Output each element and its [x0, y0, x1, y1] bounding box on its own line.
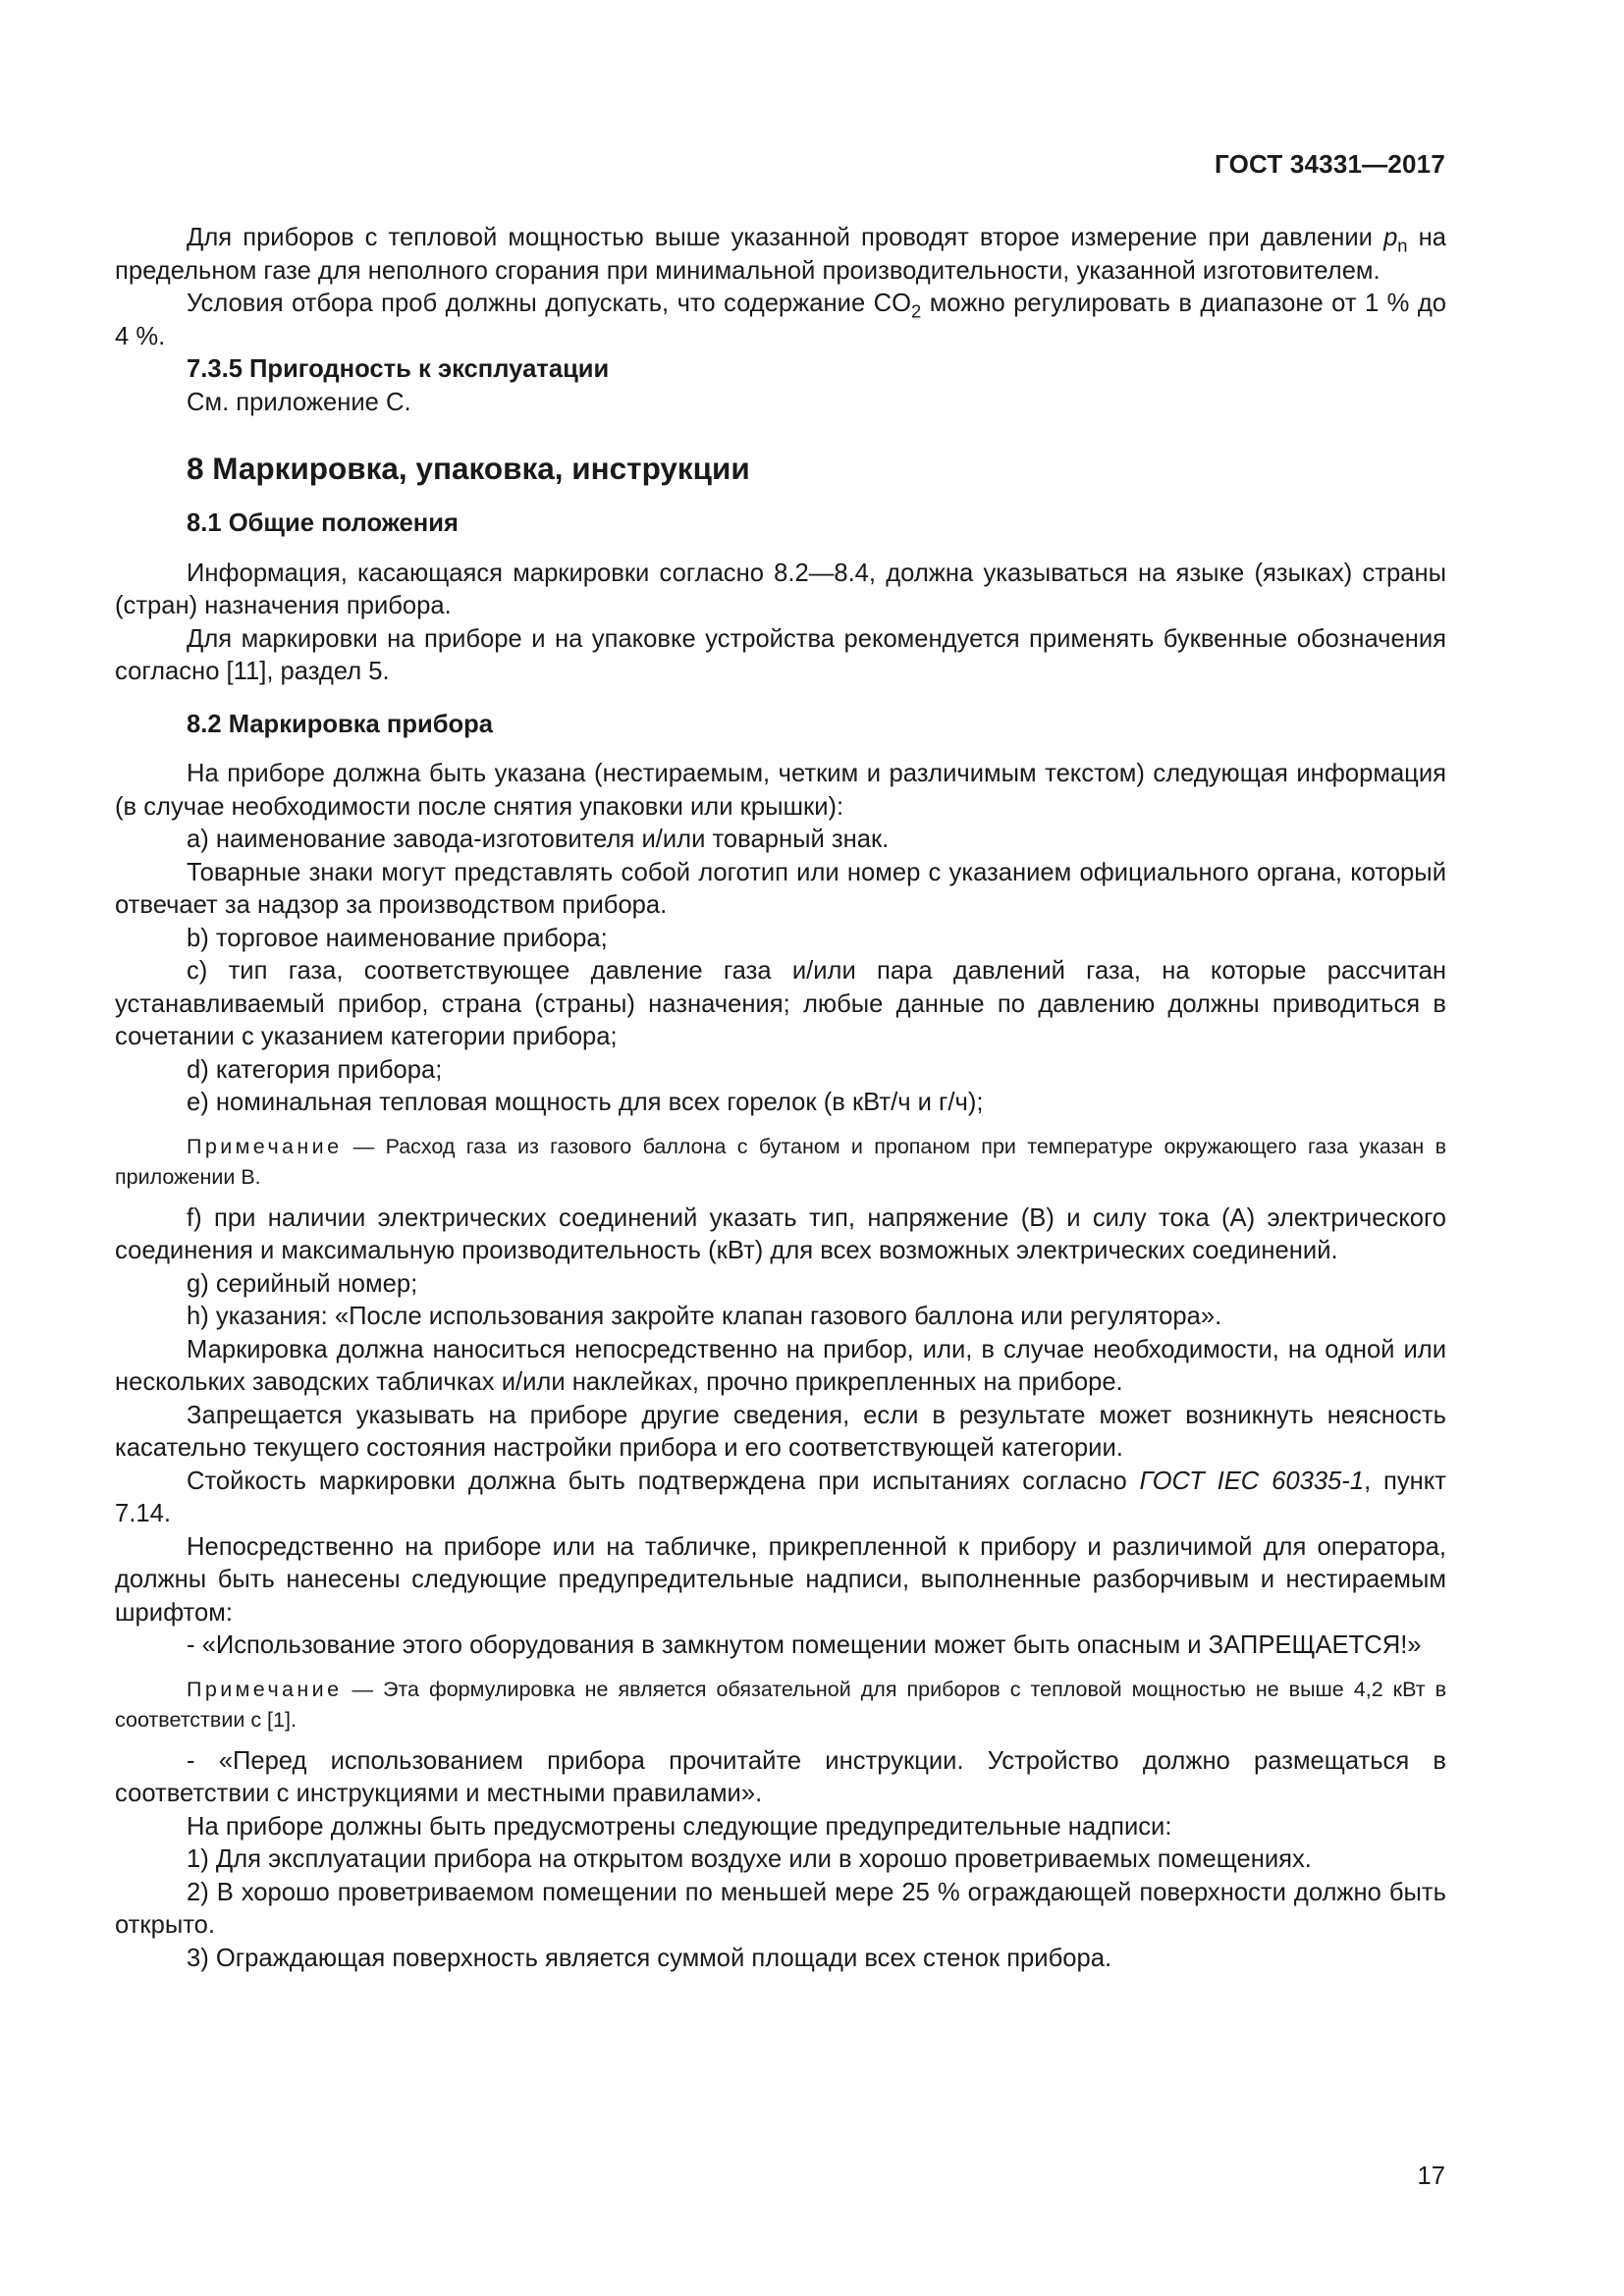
standard-number: ГОСТ 34331—2017 [1215, 149, 1445, 179]
warning-text: - «Использование этого оборудования в замкнутом помещении может быть опасным и ЗАПРЕЩАЕТСЯ!» [187, 1631, 1422, 1659]
paragraph: Запрещается указывать на приборе другие сведения, если в результате может возникнуть неясность касательно текущего состояния настройки прибора и его соответствующей категории. [115, 1401, 1446, 1462]
document-body [115, 222, 1446, 1975]
section-heading-8: 8 Маркировка, упаковка, инструкции [187, 451, 750, 486]
list-item: а) наименование завода-изготовителя и/или товарный знак. [187, 826, 890, 853]
list-item: f) при наличии электрических соединений указать тип, напряжение (В) и силу тока (А) электрического соединения и максимальную производительность (кВт) для всех возможных электрических соединений. [115, 1203, 1446, 1264]
list-item: g) серийный номер; [187, 1269, 418, 1298]
note: Примечание — Эта формулировка не является обязательной для приборов с тепловой мощностью не выше 4,2 кВт в соответствии с [1]. [115, 1677, 1446, 1732]
list-item: h) указания: «После использования закройте клапан газового баллона или регулятора». [187, 1303, 1222, 1330]
section-heading-8-2: 8.2 Маркировка прибора [187, 710, 494, 738]
paragraph: Маркировка должна наноситься непосредственно на прибор, или, в случае необходимости, на одной или нескольких заводских табличках и/или наклейках, прочно прикрепленных на приборе. [115, 1335, 1446, 1396]
paragraph: На приборе должна быть указана (нестираемым, четким и различимым текстом) следующая информация (в случае необходимости после снятия упаковки или крышки): [115, 760, 1446, 821]
standard-reference: ГОСТ IEC 60335-1 [1139, 1467, 1365, 1495]
list-item: b) торговое наименование прибора; [187, 924, 608, 952]
paragraph: Для приборов с тепловой мощностью выше указанной проводят второе измерение при давлении $p_n$ на предельном газе для неполного сгорания при минимальной производительности, указанной изготовителем. [115, 224, 1446, 285]
paragraph: Для маркировки на приборе и на упаковке устройства рекомендуется применять буквенные обозначения согласно [11], раздел 5. [115, 624, 1446, 685]
page-number: 17 [1417, 2163, 1445, 2190]
list-item: 3) Ограждающая поверхность является суммой площади всех стенок прибора. [187, 1944, 1112, 1972]
section-heading-7-3-5: 7.3.5 Пригодность к эксплуатации [187, 355, 610, 383]
paragraph: Условия отбора проб должны допускать, что содержание $CO_2$ можно регулировать в диапазоне от 1 % до 4 %. [115, 290, 1446, 350]
list-item: d) категория прибора; [187, 1055, 443, 1084]
note-label: Примечание [187, 1677, 343, 1701]
list-item: 2) В хорошо проветриваемом помещении по меньшей мере 25 % ограждающей поверхности должно быть открыто. [115, 1878, 1446, 1939]
warning-text: - «Перед использованием прибора прочитайте инструкции. Устройство должно размещаться в соответствии с инструкциями и местными правилами». [115, 1746, 1446, 1807]
list-item: с) тип газа, соответствующее давление газа и/или пара давлений газа, на которые рассчитан устанавливаемый прибор, страна (страны) назначения; любые данные по давлению должны приводиться в сочетании с указанием категории прибора; [115, 957, 1446, 1050]
note: Примечание — Расход газа из газового баллона с бутаном и пропаном при температуре окружающего газа указан в приложении В. [115, 1134, 1446, 1189]
paragraph: Информация, касающаяся маркировки согласно 8.2—8.4, должна указываться на языке (языках) страны (стран) назначения прибора. [115, 559, 1446, 619]
paragraph: Товарные знаки могут представлять собой логотип или номер с указанием официального органа, который отвечает за надзор за производством прибора. [115, 858, 1446, 919]
list-item: е) номинальная тепловая мощность для всех горелок (в кВт/ч и г/ч); [187, 1089, 984, 1116]
section-heading-8-1: 8.1 Общие положения [187, 509, 459, 537]
paragraph: Стойкость маркировки должна быть подтверждена при испытаниях согласно ГОСТ IEC 60335-1, пункт 7.14. [115, 1467, 1447, 1527]
list-item: 1) Для эксплуатации прибора на открытом воздухе или в хорошо проветриваемых помещениях. [187, 1845, 1312, 1873]
paragraph: Непосредственно на приборе или на табличке, прикрепленной к прибору и различимой для оператора, должны быть нанесены следующие предупредительные надписи, выполненные разборчивым и нестираемым шрифтом: [115, 1532, 1446, 1627]
paragraph: См. приложение С. [187, 388, 411, 416]
note-label: Примечание [187, 1134, 343, 1158]
paragraph: На приборе должны быть предусмотрены следующие предупредительные надписи: [187, 1812, 1172, 1841]
